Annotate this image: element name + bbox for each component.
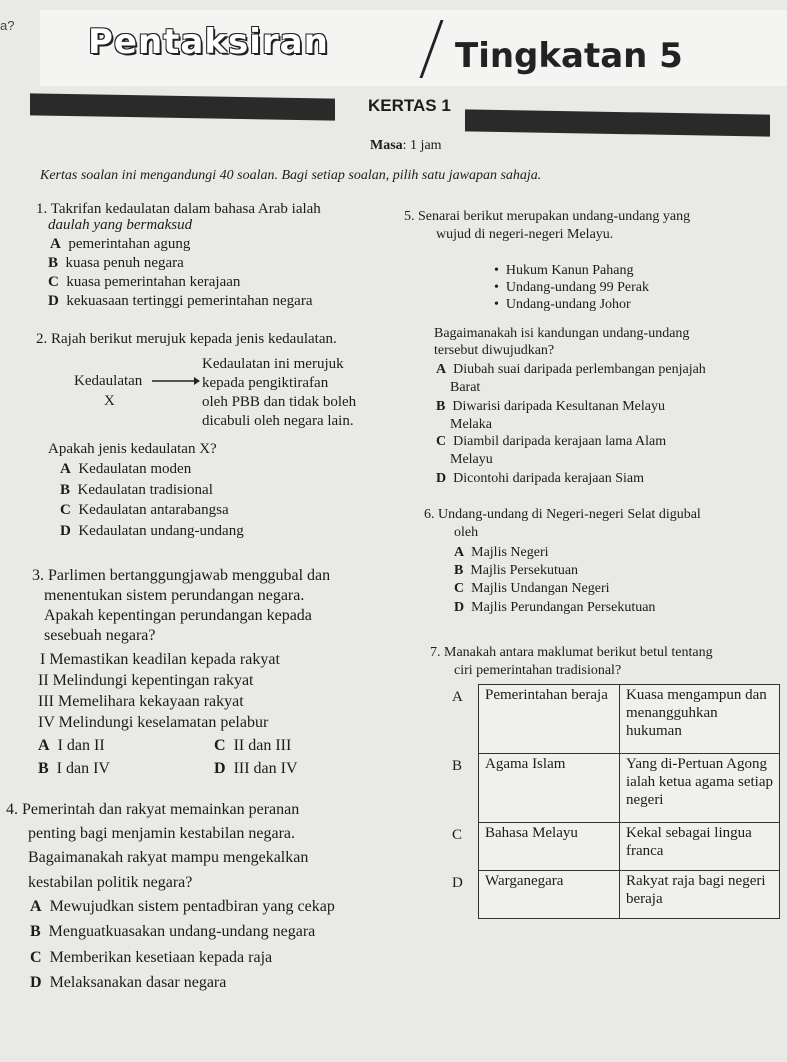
table-row — [479, 685, 780, 754]
table-row — [479, 754, 780, 823]
q3-stem-4: sesebuah negara? — [44, 627, 156, 644]
q2-option-b[interactable]: B Kedaulatan tradisional — [60, 482, 213, 498]
q3-stem-2: menentukan sistem perundangan negara. — [44, 587, 305, 604]
q2-option-c[interactable]: C Kedaulatan antarabangsa — [60, 502, 229, 518]
table-cell: Agama Islam — [479, 754, 620, 823]
table-row — [479, 823, 780, 871]
q5-bullet-1: • Hukum Kanun Pahang — [494, 263, 634, 278]
q3-item-4: IV Melindungi keselamatan pelabur — [38, 714, 269, 731]
q4-stem-2: penting bagi menjamin kestabilan negara. — [28, 825, 296, 842]
q3-item-3: III Memelihara kekayaan rakyat — [38, 693, 244, 710]
table-cell: Pemerintahan beraja — [479, 685, 620, 754]
paper-label: KERTAS 1 — [368, 96, 451, 115]
q6-stem-1: 6. Undang-undang di Negeri-negeri Selat digubal — [424, 507, 701, 522]
band-right — [465, 109, 770, 136]
q4-option-b[interactable]: B Menguatkuasakan undang-undang negara — [30, 923, 316, 940]
corner-fragment: a? — [0, 18, 15, 33]
q7-option-a[interactable]: A — [452, 689, 463, 705]
band-left — [30, 93, 335, 120]
table-row — [479, 871, 780, 919]
q7-option-c[interactable]: C — [452, 827, 463, 843]
q7-stem-1: 7. Manakah antara maklumat berikut betul tentang — [430, 645, 713, 660]
q2-desc-4: dicabuli oleh negara lain. — [202, 413, 354, 429]
q3-item-2: II Melindungi kepentingan rakyat — [38, 672, 254, 689]
q5-question-1: Bagaimanakah isi kandungan undang-undang — [434, 326, 690, 341]
q2-question: Apakah jenis kedaulatan X? — [48, 441, 217, 457]
q4-stem-4: kestabilan politik negara? — [28, 874, 193, 891]
q7-stem-2: ciri pemerintahan tradisional? — [454, 663, 622, 678]
q5-option-c[interactable]: C Diambil daripada kerajaan lama Alam Melayu — [436, 434, 667, 467]
table-cell: Kekal sebagai lingua franca — [620, 823, 780, 871]
q2-desc-1: Kedaulatan ini merujuk — [202, 356, 344, 372]
q4-option-d[interactable]: D Melaksanakan dasar negara — [30, 974, 227, 991]
q2-option-a[interactable]: A Kedaulatan moden — [60, 461, 192, 477]
q3-stem-3: Apakah kepentingan perundangan kepada — [44, 607, 312, 624]
q5-option-b[interactable]: B Diwarisi daripada Kesultanan Melayu Melaka — [436, 399, 665, 432]
q2-stem: 2. Rajah berikut merujuk kepada jenis kedaulatan. — [36, 331, 337, 347]
q2-option-d[interactable]: D Kedaulatan undang-undang — [60, 523, 244, 539]
q5-option-a[interactable]: A Diubah suai daripada perlembangan penjajah Barat — [436, 362, 706, 395]
arrow-icon — [150, 374, 202, 388]
table-cell: Bahasa Melayu — [479, 823, 620, 871]
q6-option-c[interactable]: C Majlis Undangan Negeri — [454, 581, 610, 596]
q5-bullet-2: • Undang-undang 99 Perak — [494, 280, 649, 295]
q7-option-b[interactable]: B — [452, 758, 463, 774]
q1-option-c[interactable]: C kuasa pemerintahan kerajaan — [48, 274, 241, 290]
q7-table — [478, 684, 780, 919]
q3-stem-1: 3. Parlimen bertanggungjawab menggubal dan — [32, 567, 331, 584]
q2-desc-2: kepada pengiktirafan — [202, 375, 329, 391]
q4-stem-1: 4. Pemerintah dan rakyat memainkan peranan — [6, 801, 300, 818]
table-cell: Kuasa mengampun dan menangguhkan hukuman — [620, 685, 780, 754]
q5-bullet-3: • Undang-undang Johor — [494, 297, 631, 312]
title-left: Pentaksiran — [88, 22, 329, 62]
q4-option-c[interactable]: C Memberikan kesetiaan kepada raja — [30, 949, 273, 966]
q3-option-b[interactable]: B I dan IV — [38, 760, 110, 777]
q4-option-a[interactable]: A Mewujudkan sistem pentadbiran yang cekap — [30, 898, 335, 915]
q3-item-1: I Memastikan keadilan kepada rakyat — [40, 651, 280, 668]
title-right: Tingkatan 5 — [455, 36, 683, 76]
q3-option-c[interactable]: C II dan III — [214, 737, 292, 754]
q4-stem-3: Bagaimanakah rakyat mampu mengekalkan — [28, 849, 309, 866]
q5-stem-1: 5. Senarai berikut merupakan undang-undang yang — [404, 209, 691, 224]
q5-question-2: tersebut diwujudkan? — [434, 343, 555, 358]
duration: Masa: 1 jam — [370, 138, 442, 153]
q6-option-a[interactable]: A Majlis Negeri — [454, 545, 549, 560]
table-cell: Yang di-Pertuan Agong ialah ketua agama setiap negeri — [620, 754, 780, 823]
q5-stem-2: wujud di negeri-negeri Melayu. — [436, 227, 614, 242]
q6-option-d[interactable]: D Majlis Perundangan Persekutuan — [454, 600, 656, 615]
q1-stem-2: daulah yang bermaksud — [48, 217, 193, 233]
q2-box-x: X — [104, 393, 115, 409]
q1-option-b[interactable]: B kuasa penuh negara — [48, 255, 184, 271]
q1-option-a[interactable]: A pemerintahan agung — [50, 236, 191, 252]
q7-option-d[interactable]: D — [452, 875, 463, 891]
q5-option-d[interactable]: D Dicontohi daripada kerajaan Siam — [436, 471, 644, 486]
q1-option-d[interactable]: D kekuasaan tertinggi pemerintahan negara — [48, 293, 313, 309]
table-cell: Warganegara — [479, 871, 620, 919]
instructions: Kertas soalan ini mengandungi 40 soalan. Bagi setiap soalan, pilih satu jawapan sahaja. — [40, 168, 542, 183]
q1-stem: 1. Takrifan kedaulatan dalam bahasa Arab ialah — [36, 201, 321, 217]
q2-desc-3: oleh PBB dan tidak boleh — [202, 394, 357, 410]
q2-box-label: Kedaulatan — [74, 373, 143, 389]
q3-option-a[interactable]: A I dan II — [38, 737, 105, 754]
q6-option-b[interactable]: B Majlis Persekutuan — [454, 563, 579, 578]
q6-stem-2: oleh — [454, 525, 479, 540]
table-cell: Rakyat raja bagi negeri beraja — [620, 871, 780, 919]
q3-option-d[interactable]: D III dan IV — [214, 760, 298, 777]
